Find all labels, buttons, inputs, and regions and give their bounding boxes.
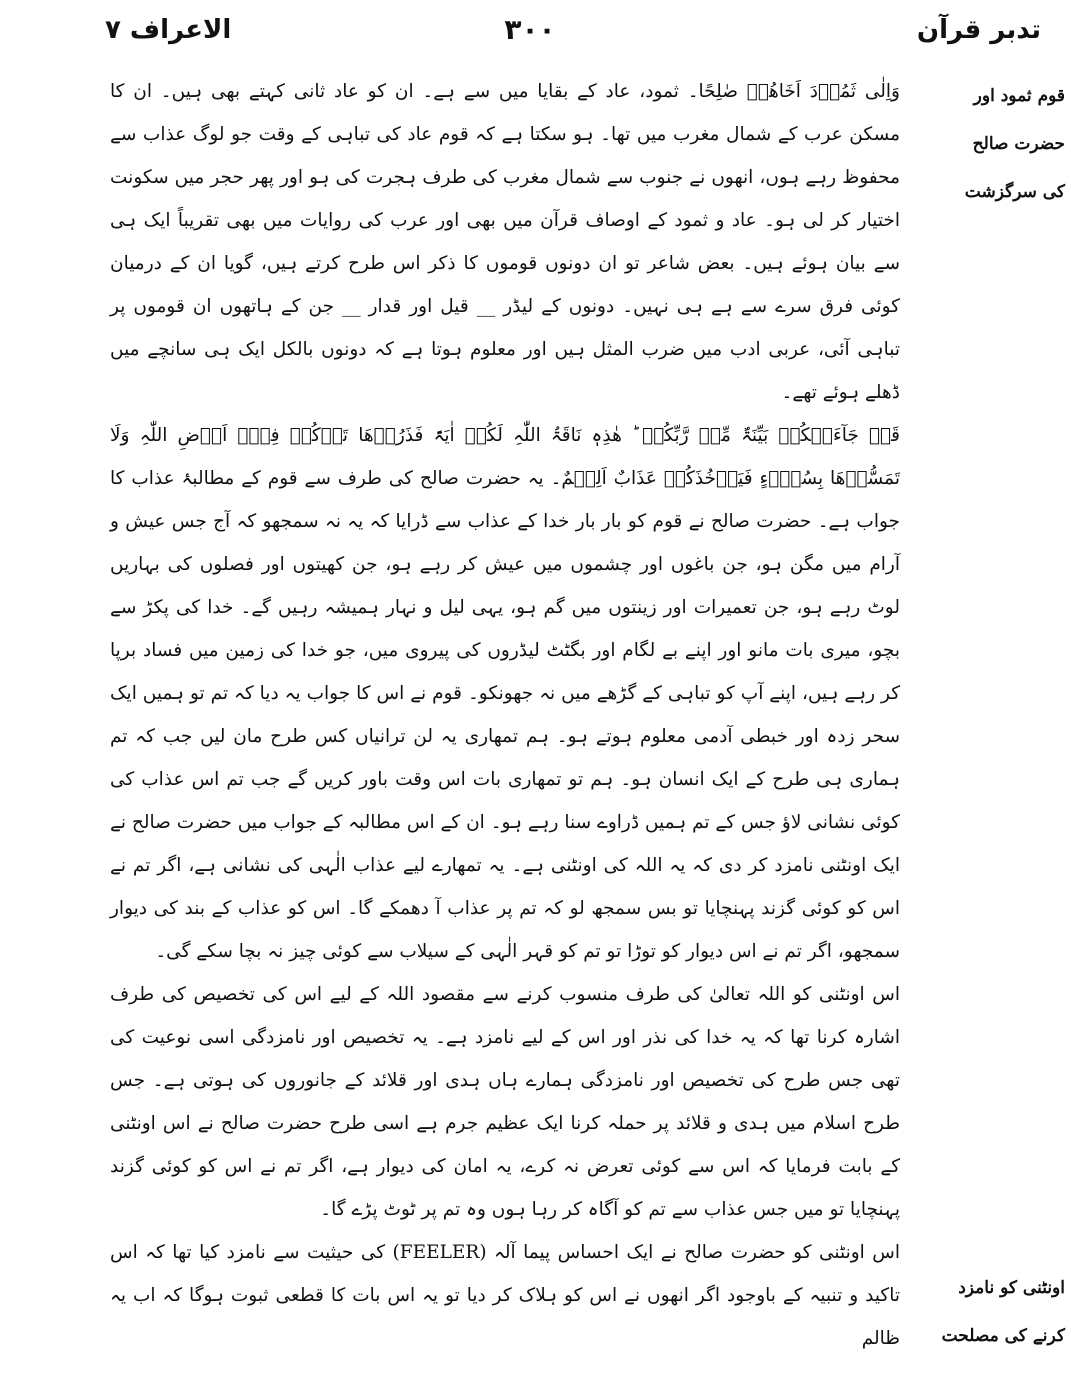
paragraph-thamud-intro: وَاِلٰی ثَمُوۡدَ اَخَاھُمۡ صٰلِحًا۔ ثمود، عاد کے بقایا میں سے ہے۔ ان کو عاد ثانی کہتے بھی ہیں۔ ان کا مسکن عرب کے شمال مغرب میں تھا۔ ہو سکتا ہے کہ قوم عاد کی تباہی کے وقت جو لوگ عذاب سے محفوظ رہے ہوں، انھوں نے جنوب سے شمال مغرب کی طرف ہجرت کی ہو اور پھر حجر میں سکونت اختیار کر لی ہو۔ عاد و ثمود کے اوصاف قرآن میں بھی اور عرب کی روایات میں بھی تقریباً ایک ہی سے بیان ہوئے ہیں۔ بعض شاعر تو ان دونوں قوموں کا ذکر اس طرح کرتے ہیں، گویا ان کے درمیان کوئی فرق سرے سے ہے ہی نہیں۔ دونوں کے لیڈر __ قیل اور قدار __ جن کے ہاتھوں ان قوموں پر تباہی آئی، عربی ادب میں ضرب المثل ہیں اور معلوم ہوتا ہے کہ دونوں بالکل ایک ہی سانچے میں ڈھلے ہوئے تھے۔	[110, 81, 900, 403]
margin-note-thamud-salih	[915, 72, 1065, 216]
margin-note-line: کرنے کی مصلحت	[941, 1326, 1065, 1346]
running-head-book-title: تدبر قرآن	[916, 15, 1041, 45]
running-head-surah: الاعراف ۷	[105, 15, 232, 45]
margin-note-line: کی سرگزشت	[964, 182, 1065, 202]
margin-note-line: اونٹنی کو نامزد	[958, 1278, 1065, 1298]
margin-note-she-camel	[915, 1264, 1065, 1360]
page-number: ۳۰۰	[504, 13, 556, 46]
paragraph-she-camel-dedication: اس اونٹنی کو اللہ تعالیٰ کی طرف منسوب کرنے سے مقصود اللہ کے لیے اس کی تخصیص کی طرف اشارہ کرنا تھا کہ یہ خدا کی نذر اور اس کے لیے نامزد ہے۔ یہ تخصیص اور نامزدگی اسی نوعیت کی تھی جس طرح کی تخصیص اور نامزدگی ہمارے ہاں ہدی اور قلائد کے جانوروں کی ہوتی ہے۔ جس طرح اسلام میں ہدی و قلائد پر حملہ کرنا ایک عظیم جرم ہے اسی طرح حضرت صالح نے اس اونٹنی کے بابت فرمایا کہ اس سے کوئی تعرض نہ کرے، یہ امان کی دیوار ہے، اگر تم نے اس کو کوئی گزند پہنچایا تو میں جس عذاب سے تم کو آگاہ کر رہا ہوں وہ تم پر ٹوٹ پڑے گا۔	[110, 984, 900, 1220]
margin-note-line: حضرت صالح	[972, 134, 1065, 154]
paragraph-clear-sign: قَدۡ جَآءَتۡکُمۡ بَیِّنَۃٌ مِّنۡ رَّبِّکُمۡ ؕ ھٰذِہٖ نَاقَۃُ اللّٰہِ لَکُمۡ اٰیَۃً فَذَرُوۡھَا تَاۡکُلۡ فِیۡۤ اَرۡضِ اللّٰہِ وَلَا تَمَسُّوۡھَا بِسُوۡٓءٍ فَیَاۡخُذَکُمۡ عَذَابٌ اَلِیۡمٌ۔ یہ حضرت صالح کی طرف سے قوم کے مطالبۂ عذاب کا جواب ہے۔ حضرت صالح نے قوم کو بار بار خدا کے عذاب سے ڈرایا کہ یہ نہ سمجھو کہ آج جس عیش و آرام میں مگن ہو، جن باغوں اور چشموں میں عیش کر رہے ہو، جن کھیتوں اور فصلوں کی بہاریں لوٹ رہے ہو، جن تعمیرات اور زینتوں میں گم ہو، یہی لیل و نہار ہمیشہ رہیں گے۔ خدا کی پکڑ سے بچو، میری بات مانو اور اپنے بے لگام اور بگٹٹ لیڈروں کی پیروی میں، جو خدا کی زمین میں فساد برپا کر رہے ہیں، اپنے آپ کو تباہی کے گڑھے میں نہ جھونکو۔ قوم نے اس کا جواب یہ دیا کہ تم تو ہمیں ایک سحر زدہ اور خبطی آدمی معلوم ہوتے ہو۔ ہم تمھاری یہ لن ترانیاں کس طرح مان لیں جب کہ تم ہماری ہی طرح کے ایک انسان ہو۔ ہم تو تمھاری بات اس وقت باور کریں گے جب تم اس عذاب کی کوئی نشانی لاؤ جس کے تم ہمیں ڈراوے سنا رہے ہو۔ ان کے اس مطالبہ کے جواب میں حضرت صالح نے ایک اونٹنی نامزد کر دی کہ یہ اللہ کی اونٹنی ہے۔ یہ تمھارے لیے عذاب الٰہی کی نشانی ہے، اگر تم نے اس کو کوئی گزند پہنچایا تو بس سمجھ لو کہ تم پر عذاب آ دھمکے گا۔ اس کو عذاب کے بند کی دیوار سمجھو، اگر تم نے اس دیوار کو توڑا تو تم کو قہر الٰہی کے سیلاب سے کوئی چیز نہ بچا سکے گی۔	[110, 425, 900, 962]
margin-note-line: قوم ثمود اور	[973, 86, 1065, 106]
paragraph-feeler: اس اونٹنی کو حضرت صالح نے ایک احساس پیما آلہ (FEELER) کی حیثیت سے نامزد کیا تھا کہ اس تاکید و تنبیہ کے باوجود اگر انھوں نے اس کو ہلاک کر دیا تو یہ اس بات کا قطعی ثبوت ہوگا کہ اب یہ ظالم	[110, 1242, 901, 1349]
commentary-body	[110, 70, 900, 1360]
